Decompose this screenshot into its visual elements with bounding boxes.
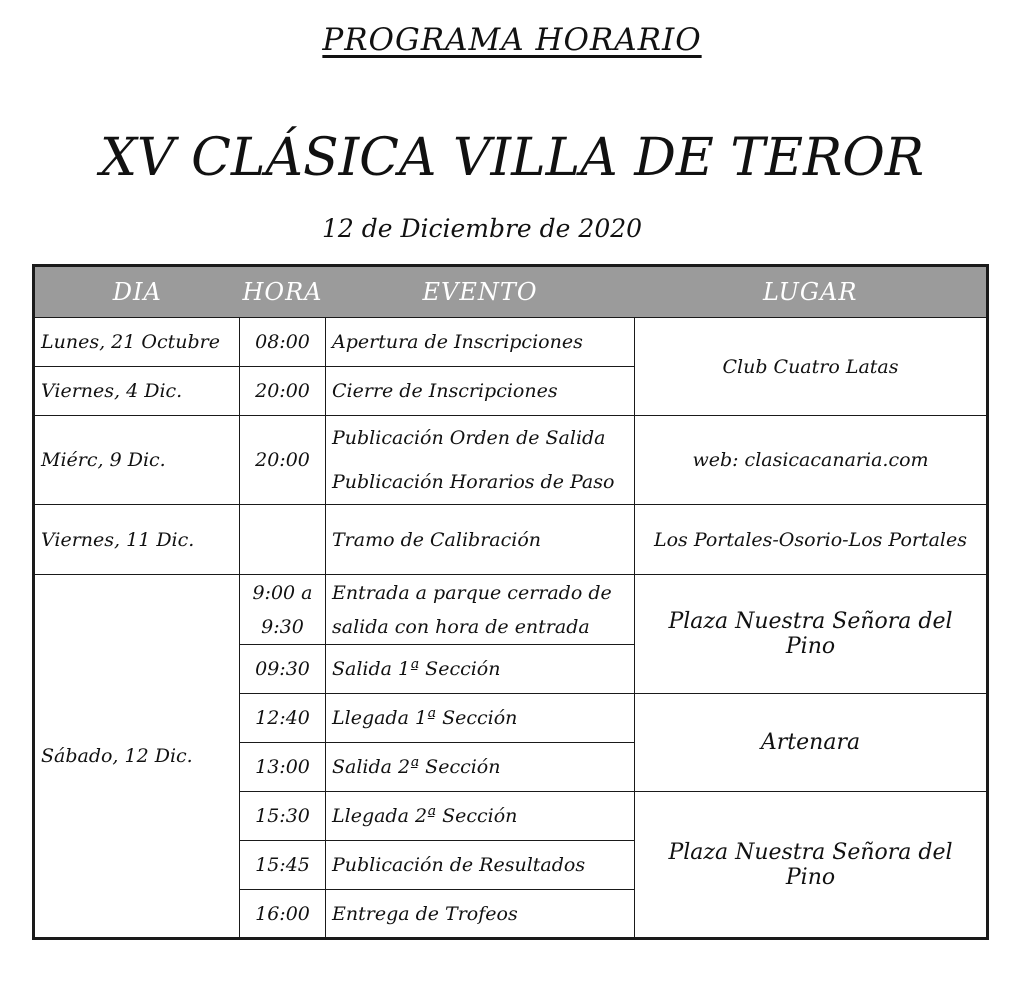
event-cell: Salida 2ª Sección — [326, 743, 635, 792]
event-cell: Tramo de Calibración — [326, 505, 635, 575]
place-cell: web: clasicacanaria.com — [635, 416, 988, 505]
place-cell: Plaza Nuestra Señora del Pino — [635, 575, 988, 694]
place-cell: Los Portales-Osorio-Los Portales — [635, 505, 988, 575]
event-cell: Llegada 1ª Sección — [326, 694, 635, 743]
event-cell: Publicación de Resultados — [326, 841, 635, 890]
event-cell — [326, 575, 635, 645]
hour-cell: 15:45 — [240, 841, 326, 890]
table-row — [34, 575, 988, 645]
column-header-evento: EVENTO — [326, 266, 635, 318]
program-heading-text: PROGRAMA HORARIO — [322, 22, 702, 58]
hour-line: 9:30 — [261, 615, 304, 638]
event-cell: Apertura de Inscripciones — [326, 318, 635, 367]
hour-cell: 20:00 — [240, 367, 326, 416]
day-cell: Viernes, 11 Dic. — [34, 505, 240, 575]
table-row — [34, 505, 988, 575]
event-line: Publicación Horarios de Paso — [332, 471, 615, 493]
event-date: 12 de Diciembre de 2020 — [321, 214, 643, 243]
day-cell: Lunes, 21 Octubre — [34, 318, 240, 367]
column-header-lugar: LUGAR — [635, 266, 988, 318]
hour-cell: 13:00 — [240, 743, 326, 792]
hour-cell: 16:00 — [240, 890, 326, 939]
event-cell — [326, 416, 635, 505]
hour-cell: 12:40 — [240, 694, 326, 743]
event-line: salida con hora de entrada — [332, 615, 590, 638]
column-header-hora: HORA — [240, 266, 326, 318]
column-header-dia: DIA — [34, 266, 240, 318]
table-header-row — [34, 266, 988, 318]
hour-cell: 20:00 — [240, 416, 326, 505]
hour-cell — [240, 505, 326, 575]
place-cell: Artenara — [635, 694, 988, 792]
table-row — [34, 318, 988, 367]
event-cell: Entrega de Trofeos — [326, 890, 635, 939]
program-heading — [0, 22, 1024, 58]
hour-cell: 09:30 — [240, 645, 326, 694]
hour-cell: 15:30 — [240, 792, 326, 841]
event-cell: Llegada 2ª Sección — [326, 792, 635, 841]
hour-cell: 08:00 — [240, 318, 326, 367]
day-cell: Viernes, 4 Dic. — [34, 367, 240, 416]
day-cell: Sábado, 12 Dic. — [34, 575, 240, 939]
hour-cell — [240, 575, 326, 645]
place-cell: Plaza Nuestra Señora del Pino — [635, 792, 988, 939]
event-title: XV CLÁSICA VILLA DE TEROR — [99, 128, 924, 188]
table-row — [34, 416, 988, 505]
event-line: Entrada a parque cerrado de — [332, 581, 612, 604]
schedule-table — [32, 264, 989, 940]
event-line: Publicación Orden de Salida — [332, 427, 606, 449]
event-cell: Salida 1ª Sección — [326, 645, 635, 694]
hour-line: 9:00 a — [252, 581, 313, 604]
place-cell: Club Cuatro Latas — [635, 318, 988, 416]
event-cell: Cierre de Inscripciones — [326, 367, 635, 416]
day-cell: Miérc, 9 Dic. — [34, 416, 240, 505]
